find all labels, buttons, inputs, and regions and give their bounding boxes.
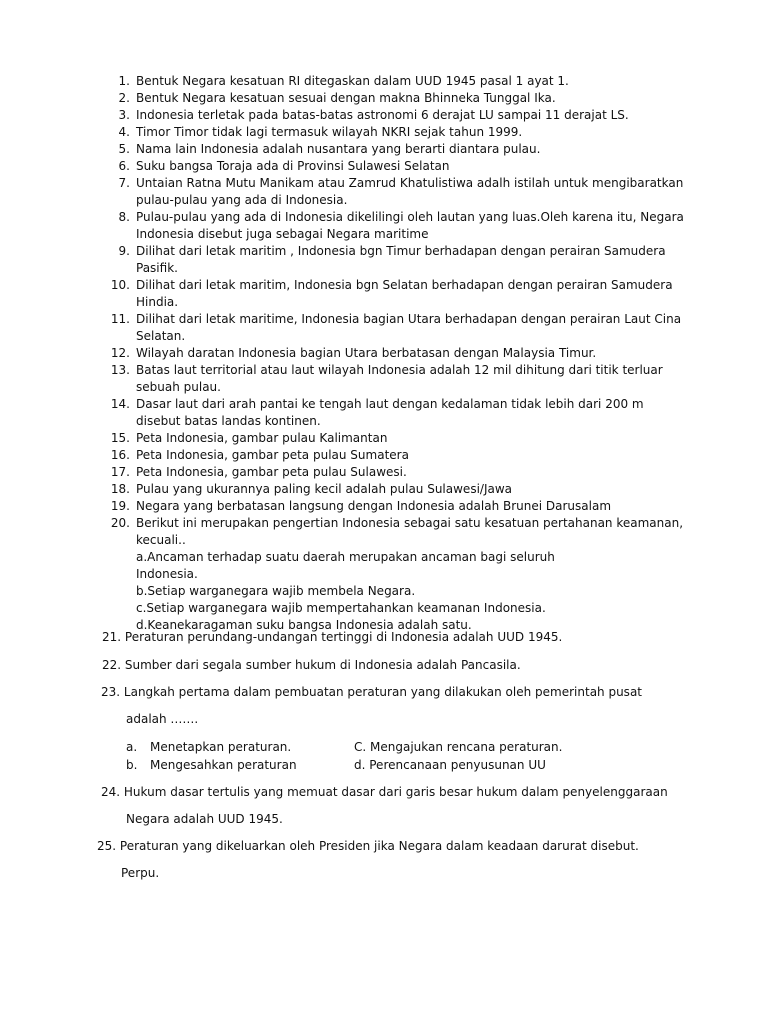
- list-item: [0, 430, 768, 447]
- list-item: [0, 107, 768, 124]
- option-item: d.Keanekaragaman suku bangsa Indonesia adalah satu.: [136, 618, 472, 632]
- list-item: [0, 73, 768, 90]
- numbered-list: [0, 73, 768, 634]
- list-item-text: Timor Timor tidak lagi termasuk wilayah NKRI sejak tahun 1999.: [136, 125, 523, 139]
- list-item: [0, 124, 768, 141]
- list-item: [0, 311, 768, 345]
- list-item-text: Dasar laut dari arah pantai ke tengah laut dengan kedalaman tidak lebih dari 200 m disebut batas landas kontinen.: [136, 397, 644, 428]
- list-item: [0, 362, 768, 396]
- list-item-number: 16 .: [100, 447, 130, 464]
- option-text-right: d. Perencanaan penyusunan UU: [354, 758, 546, 772]
- list-item-text: Indonesia terletak pada batas-batas astronomi 6 derajat LU sampai 11 derajat LS.: [136, 108, 629, 122]
- list-item: [0, 464, 768, 481]
- list-item-number: 7 .: [100, 175, 130, 192]
- list-item: [0, 158, 768, 175]
- option-text: Menetapkan peraturan.: [150, 740, 292, 754]
- list-item: [0, 243, 768, 277]
- question-22: 22. Sumber dari segala sumber hukum di Indonesia adalah Pancasila.: [102, 658, 521, 672]
- list-item-number: 8 .: [100, 209, 130, 226]
- list-item: [0, 396, 768, 430]
- option-text-right: C. Mengajukan rencana peraturan.: [354, 740, 563, 754]
- option-row: [126, 738, 562, 756]
- list-item: [0, 90, 768, 107]
- question-23-line-1: 23. Langkah pertama dalam pembuatan peraturan yang dilakukan oleh pemerintah pusat: [101, 685, 642, 699]
- list-item-text: Wilayah daratan Indonesia bagian Utara berbatasan dengan Malaysia Timur.: [136, 346, 597, 360]
- list-item-number: 18 .: [100, 481, 130, 498]
- list-item-text: Negara yang berbatasan langsung dengan Indonesia adalah Brunei Darusalam: [136, 499, 612, 513]
- list-item-number: 13 .: [100, 362, 130, 379]
- item-20-options: [136, 549, 688, 634]
- list-item-text: Pulau-pulau yang ada di Indonesia dikelilingi oleh lautan yang luas.Oleh karena itu, Negara Indonesia disebut juga sebagai Negara maritime: [136, 210, 684, 241]
- list-item-text: Batas laut territorial atau laut wilayah Indonesia adalah 12 mil dihitung dari titik terluar sebuah pulau.: [136, 363, 663, 394]
- option-item: b.Setiap warganegara wajib membela Negara.: [136, 584, 416, 598]
- list-item: [0, 175, 768, 209]
- list-item-number: 1 .: [100, 73, 130, 90]
- list-item-text: Peta Indonesia, gambar pulau Kalimantan: [136, 431, 388, 445]
- list-item: [0, 277, 768, 311]
- list-item-number: 17 .: [100, 464, 130, 481]
- list-item-number: 2 .: [100, 90, 130, 107]
- list-item: [0, 481, 768, 498]
- list-item: [0, 447, 768, 464]
- question-23-options: [126, 738, 562, 774]
- list-item-text: Untaian Ratna Mutu Manikam atau Zamrud Khatulistiwa adalh istilah untuk mengibaratkan pulau-pulau yang ada di Indonesia.: [136, 176, 684, 207]
- list-item-number: 6 .: [100, 158, 130, 175]
- list-item-text: Suku bangsa Toraja ada di Provinsi Sulawesi Selatan: [136, 159, 450, 173]
- list-item-number: 12 .: [100, 345, 130, 362]
- option-letter: a.: [126, 740, 138, 754]
- list-item-number: 20 .: [100, 515, 130, 532]
- list-item: [0, 209, 768, 243]
- option-text: Mengesahkan peraturan: [150, 758, 297, 772]
- question-25-line-1: 25. Peraturan yang dikeluarkan oleh Presiden jika Negara dalam keadaan darurat disebut.: [97, 839, 639, 853]
- list-item-text: Pulau yang ukurannya paling kecil adalah pulau Sulawesi/Jawa: [136, 482, 513, 496]
- list-item-text: Bentuk Negara kesatuan sesuai dengan makna Bhinneka Tunggal Ika.: [136, 91, 556, 105]
- list-item: [0, 141, 768, 158]
- list-item-number: 9 .: [100, 243, 130, 260]
- list-item-text: Dilihat dari letak maritim , Indonesia bgn Timur berhadapan dengan perairan Samudera Pasifik.: [136, 244, 666, 275]
- list-item: [0, 498, 768, 515]
- list-item-number: 10 .: [100, 277, 130, 294]
- question-24-line-1: 24. Hukum dasar tertulis yang memuat dasar dari garis besar hukum dalam penyelenggaraan: [101, 785, 668, 799]
- list-item-number: 19 .: [100, 498, 130, 515]
- list-item-number: 4 .: [100, 124, 130, 141]
- question-21: 21. Peraturan perundang-undangan tertinggi di Indonesia adalah UUD 1945.: [102, 630, 563, 644]
- list-item-number: 11 .: [100, 311, 130, 328]
- option-row: [126, 756, 562, 774]
- list-item-number: 5 .: [100, 141, 130, 158]
- list-item-text: Bentuk Negara kesatuan RI ditegaskan dalam UUD 1945 pasal 1 ayat 1.: [136, 74, 569, 88]
- question-23-line-2: adalah …….: [126, 712, 199, 726]
- list-item: [0, 345, 768, 362]
- list-item-text: Peta Indonesia, gambar peta pulau Sumatera: [136, 448, 409, 462]
- list-item-number: 14 .: [100, 396, 130, 413]
- list-item-text: Dilihat dari letak maritime, Indonesia bagian Utara berhadapan dengan perairan Laut Cina Selatan.: [136, 312, 682, 343]
- list-item-number: 3 .: [100, 107, 130, 124]
- question-25-line-2: Perpu.: [121, 866, 160, 880]
- list-item-text: Dilihat dari letak maritim, Indonesia bgn Selatan berhadapan dengan perairan Samudera Hindia.: [136, 278, 673, 309]
- list-item-text: Berikut ini merupakan pengertian Indonesia sebagai satu kesatuan pertahanan keamanan, kecuali..: [136, 516, 684, 547]
- list-item-number: 15 .: [100, 430, 130, 447]
- option-letter: b.: [126, 758, 138, 772]
- list-item: [0, 515, 768, 634]
- option-item: c.Setiap warganegara wajib mempertahankan keamanan Indonesia.: [136, 601, 546, 615]
- list-item-text: Nama lain Indonesia adalah nusantara yang berarti diantara pulau.: [136, 142, 541, 156]
- list-item-text: Peta Indonesia, gambar peta pulau Sulawesi.: [136, 465, 407, 479]
- option-item: a.Ancaman terhadap suatu daerah merupakan ancaman bagi seluruh Indonesia.: [136, 550, 555, 581]
- question-24-line-2: Negara adalah UUD 1945.: [126, 812, 283, 826]
